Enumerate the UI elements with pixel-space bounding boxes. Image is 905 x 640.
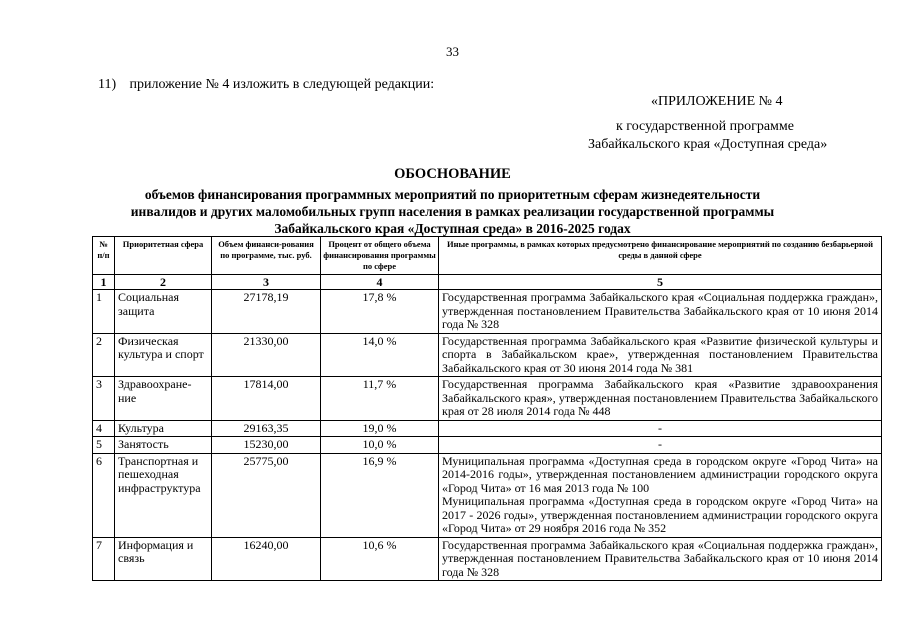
row-programs <box>439 377 882 421</box>
table-row <box>93 333 882 377</box>
row-sphere: Социальная защита <box>115 290 212 334</box>
financing-table <box>92 236 882 581</box>
header-programs: Иные программы, в рамках которых предусмотрено финансирование мероприятий по созданию безбарьерной среды в данной сфере <box>439 237 882 275</box>
appendix-heading: «ПРИЛОЖЕНИЕ № 4 <box>651 94 783 109</box>
program-text: - <box>658 437 662 451</box>
row-num: 5 <box>93 437 115 454</box>
row-programs <box>439 453 882 537</box>
row-num: 3 <box>93 377 115 421</box>
row-programs <box>439 290 882 334</box>
header-sphere: Приоритетная сфера <box>115 237 212 275</box>
table-row <box>93 537 882 581</box>
appendix-subline-2: Забайкальского края «Доступная среда» <box>588 137 828 152</box>
row-amount: 27178,19 <box>212 290 321 334</box>
header-amount: Объем финанси-рования по программе, тыс. руб. <box>212 237 321 275</box>
row-amount: 25775,00 <box>212 453 321 537</box>
row-percent: 14,0 % <box>321 333 439 377</box>
table-header-row <box>93 237 882 275</box>
subtitle-line-3: Забайкальского края «Доступная среда» в 2016-2025 годах <box>274 221 631 236</box>
row-amount: 29163,35 <box>212 420 321 437</box>
row-num: 2 <box>93 333 115 377</box>
item-number: 11) <box>98 77 117 92</box>
row-sphere: Транспортная и пешеходная инфраструктура <box>115 453 212 537</box>
subtitle-line-1: объемов финансирования программных мероприятий по приоритетным сферам жизнедеятельности <box>144 187 761 202</box>
row-programs <box>439 537 882 581</box>
row-num: 1 <box>93 290 115 334</box>
page-number: 33 <box>446 44 459 59</box>
row-programs <box>439 420 882 437</box>
row-sphere: Культура <box>115 420 212 437</box>
header-percent: Процент от общего объема финансирования программы по сфере <box>321 237 439 275</box>
row-num: 6 <box>93 453 115 537</box>
row-num: 4 <box>93 420 115 437</box>
program-text: Государственная программа Забайкальского края «Социальная поддержка граждан», утвержденная постановлением Правительства Забайкальского края от 10 июня 2014 года № 328 <box>442 537 878 579</box>
program-text: Государственная программа Забайкальского края «Развитие физической культуры и спорта в Забайкальском крае», утвержденная постановлением Правительства Забайкальского края от 30 июня 2014 года № 381 <box>442 333 878 375</box>
document-subtitle <box>0 186 905 237</box>
row-percent: 19,0 % <box>321 420 439 437</box>
index-cell: 5 <box>439 275 882 290</box>
index-cell: 3 <box>212 275 321 290</box>
header-num: № п/п <box>93 237 115 275</box>
row-amount: 21330,00 <box>212 333 321 377</box>
table-row <box>93 290 882 334</box>
row-sphere: Здравоохране-ние <box>115 377 212 421</box>
program-text: Муниципальная программа «Доступная среда в городском округе «Город Чита» на 2017 - 2026 годы», утвержденная постановлением администрации городского округа «Город Чита» от 29 ноября 2016 года № 352 <box>442 494 878 535</box>
table-index-row <box>93 275 882 290</box>
row-sphere: Занятость <box>115 437 212 454</box>
program-text: Муниципальная программа «Доступная среда в городском округе «Город Чита» на 2014-2016 годы», утвержденная постановлением администрации городского округа «Город Чита» от 16 мая 2013 года № 100 <box>442 453 878 495</box>
row-num: 7 <box>93 537 115 581</box>
index-cell: 4 <box>321 275 439 290</box>
row-percent: 11,7 % <box>321 377 439 421</box>
row-programs <box>439 437 882 454</box>
row-percent: 17,8 % <box>321 290 439 334</box>
table-row <box>93 453 882 537</box>
row-sphere: Информация и связь <box>115 537 212 581</box>
row-amount: 17814,00 <box>212 377 321 421</box>
table-row <box>93 377 882 421</box>
row-percent: 10,0 % <box>321 437 439 454</box>
row-amount: 16240,00 <box>212 537 321 581</box>
table-row <box>93 437 882 454</box>
row-percent: 16,9 % <box>321 453 439 537</box>
subtitle-line-2: инвалидов и других маломобильных групп населения в рамках реализации государственной программы <box>130 204 775 219</box>
index-cell: 1 <box>93 275 115 290</box>
program-text: Государственная программа Забайкальского края «Социальная поддержка граждан», утвержденная постановлением Правительства Забайкальского края от 10 июня 2014 года № 328 <box>442 290 878 331</box>
program-text: Государственная программа Забайкальского края «Развитие здравоохранения Забайкальского края», утвержденная постановлением Правительства Забайкальского края от 28 июля 2014 года № 448 <box>442 377 878 418</box>
row-amount: 15230,00 <box>212 437 321 454</box>
row-programs <box>439 333 882 377</box>
index-cell: 2 <box>115 275 212 290</box>
appendix-subline-1: к государственной программе <box>616 119 794 134</box>
row-sphere: Физическая культура и спорт <box>115 333 212 377</box>
table-row <box>93 420 882 437</box>
row-percent: 10,6 % <box>321 537 439 581</box>
item-text: приложение № 4 изложить в следующей редакции: <box>129 77 435 92</box>
program-text: - <box>658 420 662 435</box>
document-title: ОБОСНОВАНИЕ <box>394 166 511 182</box>
item-line <box>98 77 434 93</box>
